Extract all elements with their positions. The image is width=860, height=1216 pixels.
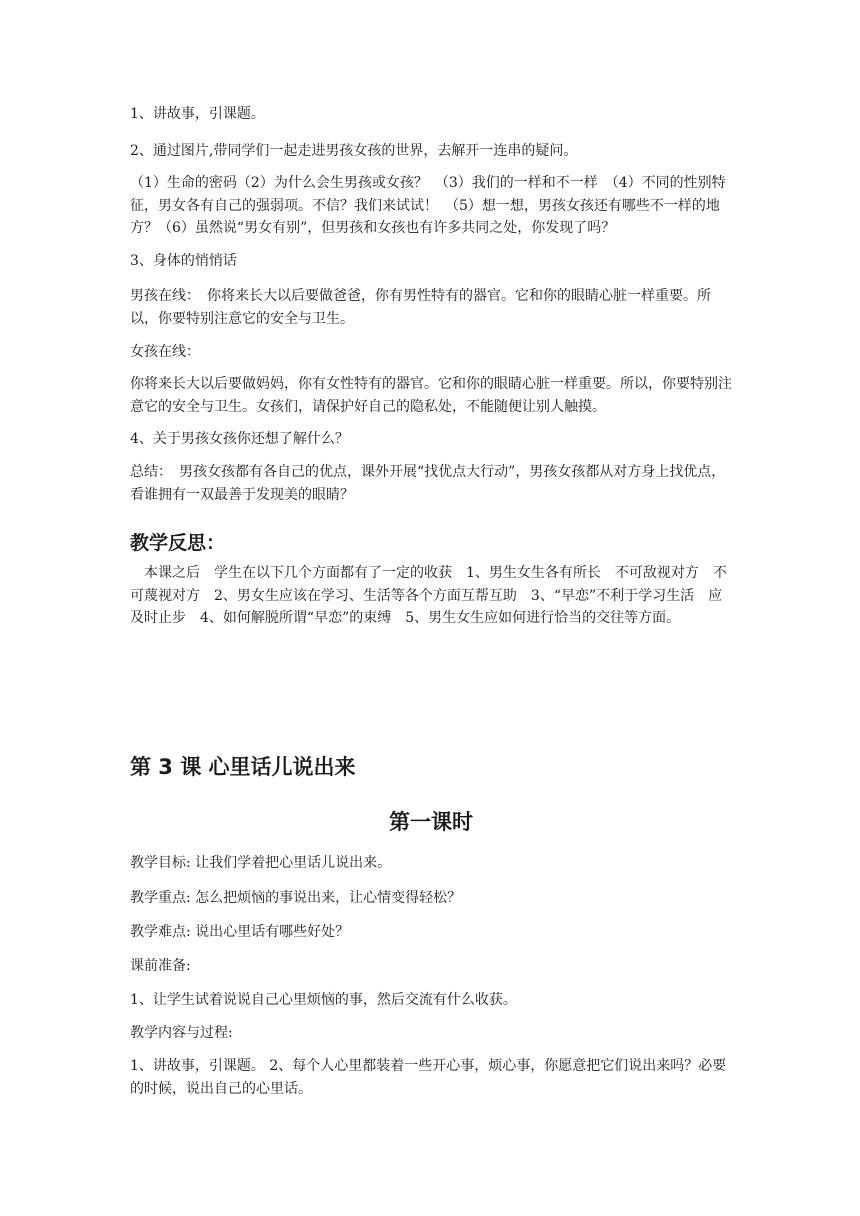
reflection-body: 本课之后 学生在以下几个方面都有了一定的收获 1、男生女生各有所长 不可敌视对方 不可蔑视对方 2、男女生应该在学习、生活等各个方面互帮互助 3、“早恋”不利于学习生活 应及时止步 4、如何解脱所谓“早恋”的束缚 5、男生女生应如何进行恰当的交往等方面。 <box>130 565 727 626</box>
lesson-title: 第 3 课 心里话儿说出来 <box>130 755 356 779</box>
teaching-goal: 教学目标: 让我们学着把心里话儿说出来。 <box>130 855 392 871</box>
paragraph-pictures: 2、通过图片,带同学们一起走进男孩女孩的世界，去解开一连串的疑问。 <box>130 143 578 159</box>
period-heading: 第一课时 <box>389 810 473 834</box>
process-item: 1、讲故事，引课题。 2、每个人心里都装着一些开心事，烦心事，你愿意把它们说出来吗？必要的时候，说出自己的心里话。 <box>130 1058 727 1097</box>
paragraph-question-list: （1）生命的密码（2）为什么会生男孩或女孩？ （3）我们的一样和不一样 （4）不同的性别特征，男女各有自己的强弱项。不信？我们来试试！ （5）想一想，男孩女孩还有哪些不一样的地方？（6）虽然说“男女有别”，但男孩和女孩也有许多共同之处，你发现了吗？ <box>130 175 726 236</box>
paragraph-what-else: 4、关于男孩女孩你还想了解什么？ <box>130 431 349 447</box>
paragraph-girl-online-label: 女孩在线： <box>130 344 200 360</box>
process-label: 教学内容与过程: <box>130 1025 233 1041</box>
reflection-heading: 教学反思： <box>130 532 226 554</box>
paragraph-story-intro: 1、讲故事，引课题。 <box>130 106 265 122</box>
teaching-key-point: 教学重点: 怎么把烦恼的事说出来，让心情变得轻松？ <box>130 890 462 906</box>
paragraph-summary: 总结： 男孩女孩都有各自己的优点，课外开展“找优点大行动”，男孩女孩都从对方身上找优点，看谁拥有一双最善于发现美的眼睛？ <box>130 464 726 503</box>
paragraph-body-whisper: 3、身体的悄悄话 <box>130 253 237 269</box>
preparation-label: 课前准备: <box>130 958 191 974</box>
paragraph-boy-online: 男孩在线： 你将来长大以后要做爸爸，你有男性特有的器官。它和你的眼睛心脏一样重要。所以，你要特别注意它的安全与卫生。 <box>130 288 711 327</box>
paragraph-girl-online: 你将来长大以后要做妈妈，你有女性特有的器官。它和你的眼睛心脏一样重要。所以，你要特别注意它的安全与卫生。女孩们，请保护好自己的隐私处，不能随便让别人触摸。 <box>130 376 732 415</box>
teaching-difficulty: 教学难点: 说出心里话有哪些好处？ <box>130 924 350 940</box>
preparation-item: 1、让学生试着说说自己心里烦恼的事，然后交流有什么收获。 <box>130 992 517 1008</box>
